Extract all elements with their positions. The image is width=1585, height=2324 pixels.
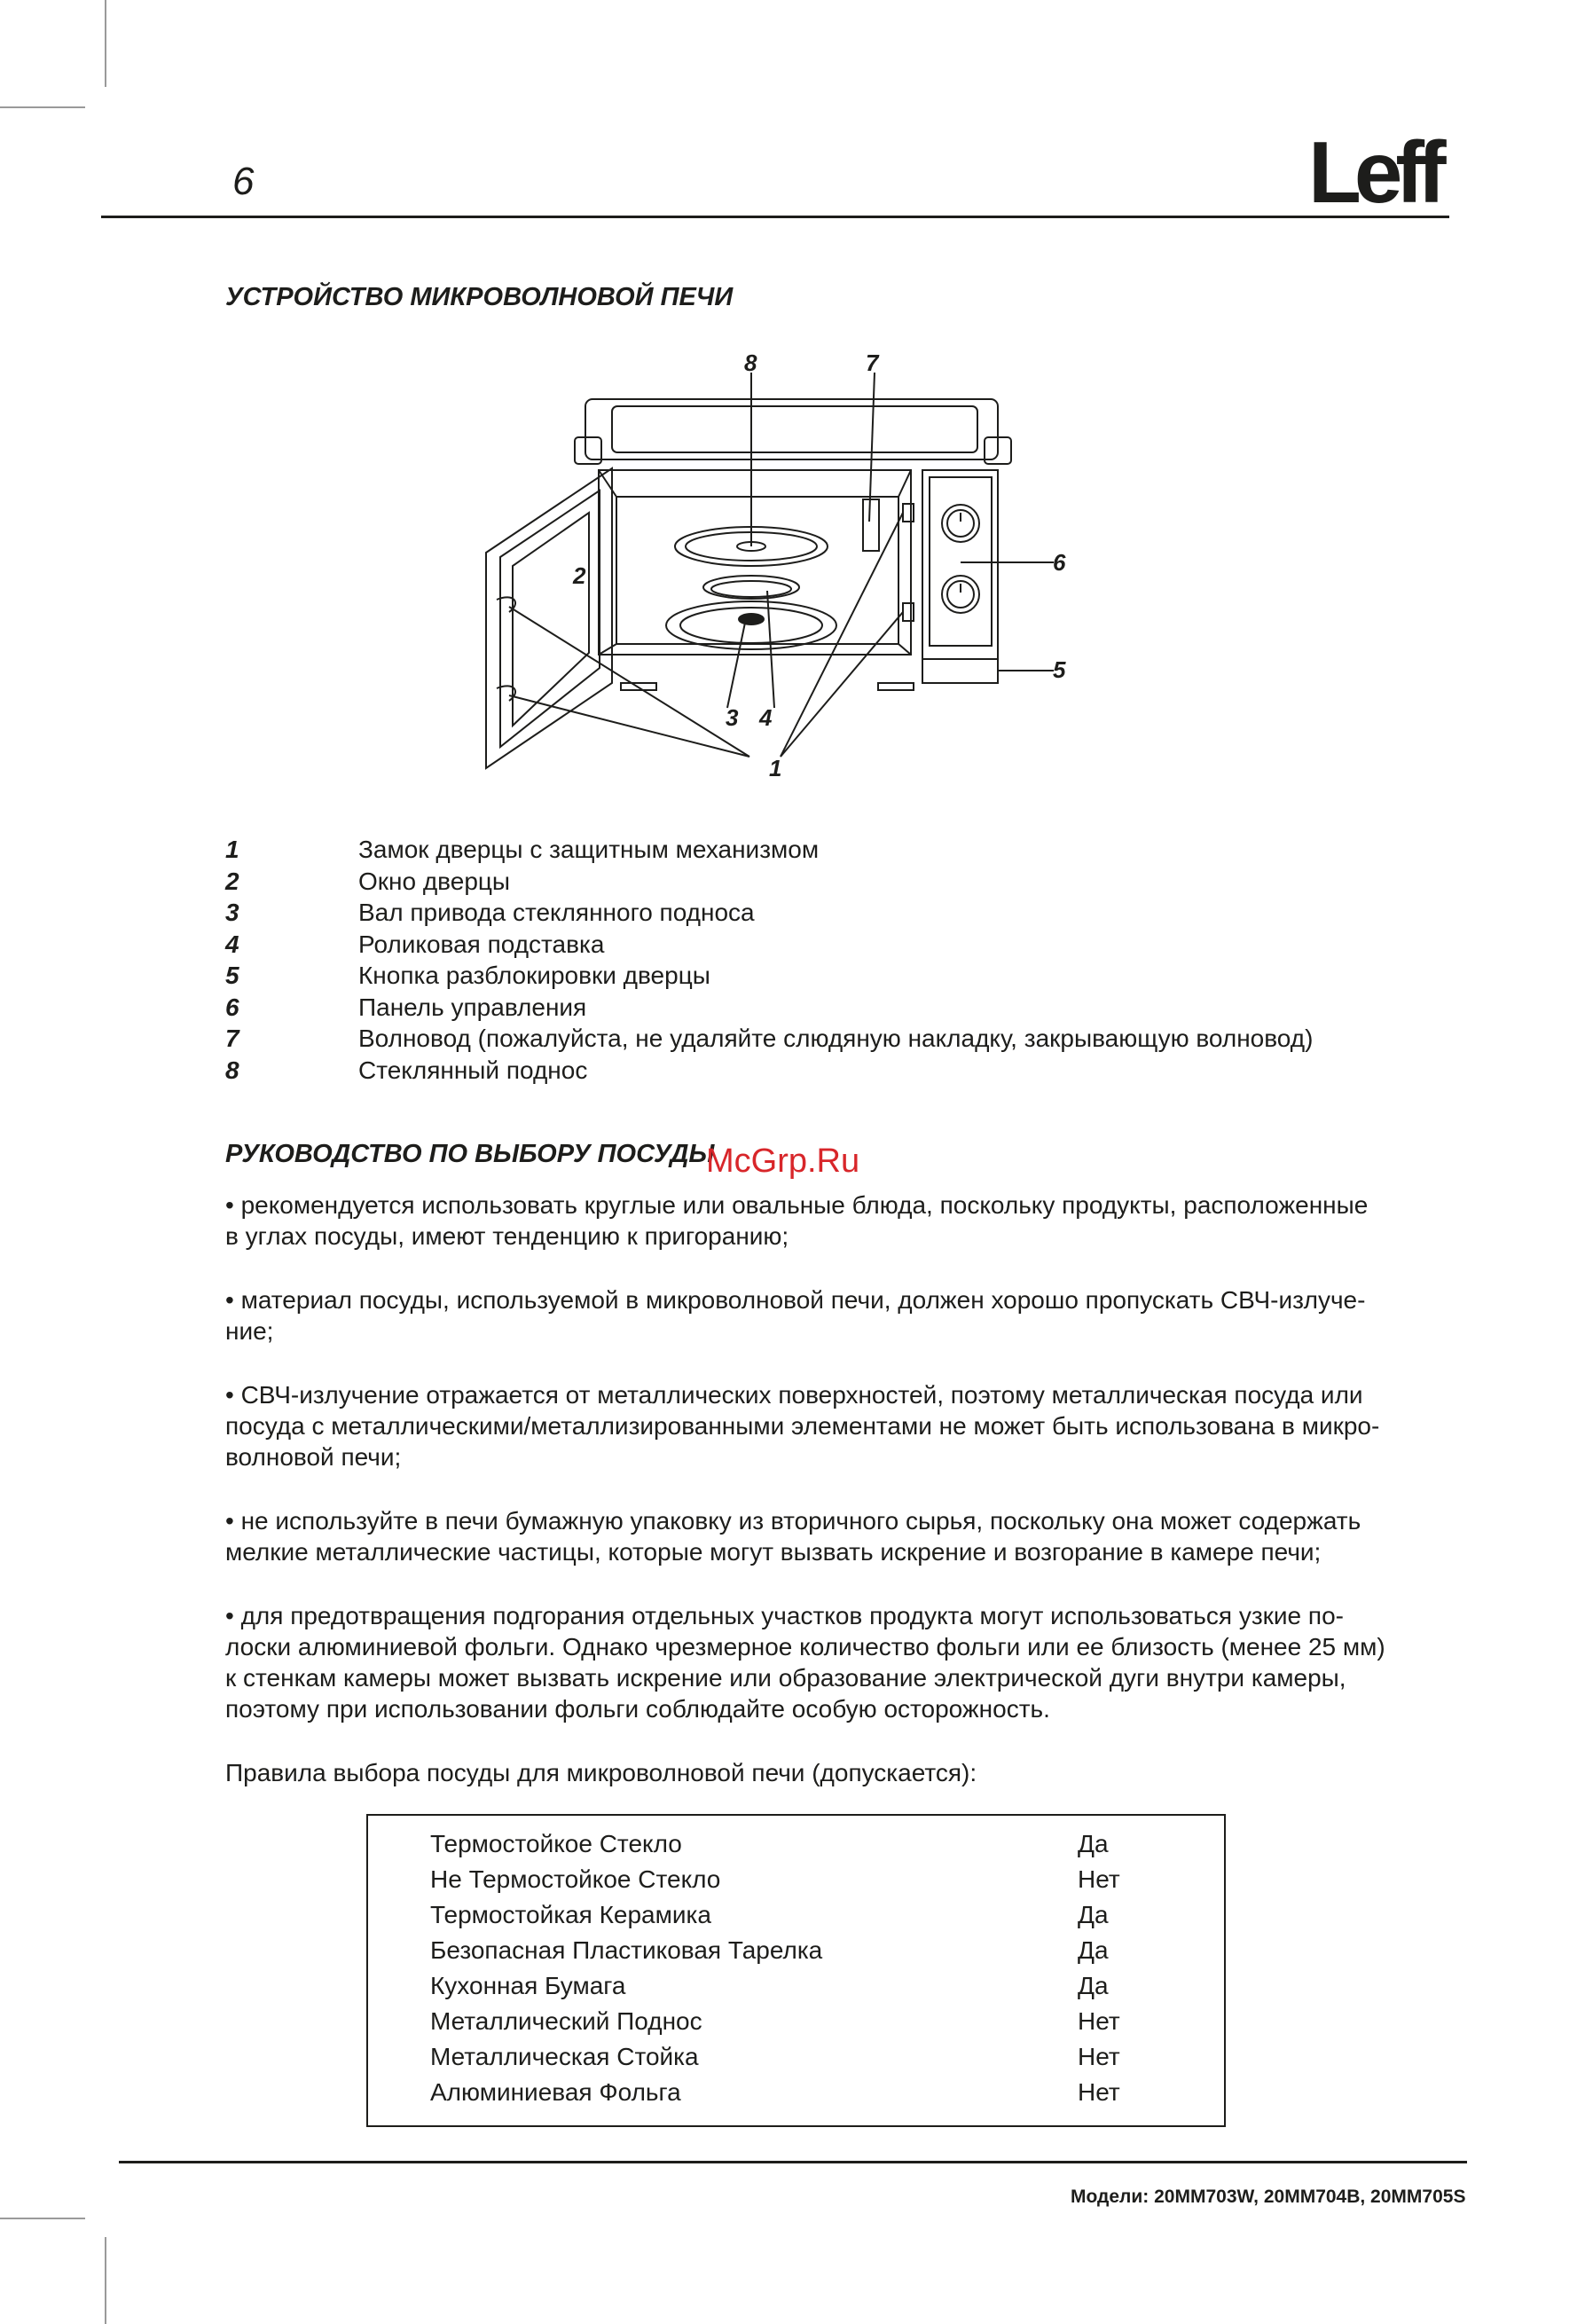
oven-foot xyxy=(878,683,914,690)
cavity-edge xyxy=(898,470,911,497)
guideline-paragraph xyxy=(225,1600,1467,1724)
guideline-paragraph xyxy=(225,1505,1467,1567)
guideline-paragraph xyxy=(225,1284,1467,1347)
paragraph-line: • СВЧ-излучение отражается от металлических поверхностей, поэтому металлическая посуда или xyxy=(225,1381,1363,1409)
callout-3: 3 xyxy=(726,704,739,731)
legend-item xyxy=(225,1023,1467,1055)
dish-allowed: Да xyxy=(1078,1830,1109,1857)
oven-casing-top-inner xyxy=(612,406,977,452)
legend-number: 7 xyxy=(225,1025,239,1052)
legend-item xyxy=(225,929,1467,961)
crop-mark xyxy=(105,2237,106,2324)
callout-7: 7 xyxy=(866,353,879,376)
crop-mark xyxy=(105,0,106,87)
door-release-button xyxy=(922,659,998,683)
microwave-diagram xyxy=(479,353,1100,779)
crop-mark xyxy=(0,2218,85,2219)
table-row xyxy=(430,1826,1224,1862)
legend-text: Волновод (пожалуйста, не удаляйте слюдяную накладку, закрывающую волновод) xyxy=(358,1025,1314,1052)
table-row xyxy=(430,2039,1224,2075)
cavity-edge xyxy=(599,470,616,497)
roller-ring xyxy=(703,576,799,599)
paragraph-line: • не используйте в печи бумажную упаковку из вторичного сырья, поскольку она может содержать xyxy=(225,1507,1361,1535)
door-window-inner xyxy=(513,513,589,726)
paragraph-line: волновой печи; xyxy=(225,1443,402,1471)
callout-5: 5 xyxy=(1053,656,1066,683)
oven-door xyxy=(486,468,612,768)
dish-allowed: Нет xyxy=(1078,2043,1120,2070)
latch-slot xyxy=(903,504,914,522)
legend-text: Роликовая подставка xyxy=(358,930,605,958)
paragraph-line: в углах посуды, имеют тенденцию к пригоранию; xyxy=(225,1222,789,1250)
oven-casing-top xyxy=(585,399,998,459)
legend-text: Замок дверцы с защитным механизмом xyxy=(358,836,820,863)
leader-line xyxy=(727,623,745,708)
legend-number: 3 xyxy=(225,899,239,926)
latch-slot xyxy=(903,603,914,621)
drive-shaft xyxy=(739,614,764,624)
oven-cavity xyxy=(599,470,911,655)
cavity-edge xyxy=(898,644,911,655)
watermark: McGrp.Ru xyxy=(706,1142,860,1180)
page-number: 6 xyxy=(232,160,255,203)
callout-2: 2 xyxy=(573,562,586,589)
legend-item xyxy=(225,960,1467,992)
parts-legend xyxy=(225,834,1467,1086)
section-title-device: УСТРОЙСТВО МИКРОВОЛНОВОЙ ПЕЧИ xyxy=(225,283,734,311)
dish-rules-table xyxy=(366,1814,1226,2127)
footer-models: Модели: 20MM703W, 20MM704B, 20MM705S xyxy=(1071,2187,1466,2207)
legend-text: Кнопка разблокировки дверцы xyxy=(358,962,710,989)
legend-item xyxy=(225,834,1467,866)
table-row xyxy=(430,1897,1224,1933)
legend-item xyxy=(225,897,1467,929)
paragraph-line: ние; xyxy=(225,1317,274,1345)
legend-item xyxy=(225,866,1467,898)
header-rule xyxy=(101,216,1449,218)
legend-number: 1 xyxy=(225,836,239,863)
dish-material: Алюминиевая Фольга xyxy=(430,2078,681,2106)
callout-4: 4 xyxy=(759,704,773,731)
legend-text: Стеклянный поднос xyxy=(358,1056,588,1084)
legend-text: Вал привода стеклянного подноса xyxy=(358,899,755,926)
legend-number: 8 xyxy=(225,1056,239,1084)
legend-text: Окно дверцы xyxy=(358,867,511,895)
legend-number: 6 xyxy=(225,993,239,1021)
table-row xyxy=(430,2004,1224,2039)
dish-material: Безопасная Пластиковая Тарелка xyxy=(430,1936,823,1964)
table-row xyxy=(430,1862,1224,1897)
table-row xyxy=(430,1933,1224,1968)
paragraph-line: • рекомендуется использовать круглые или овальные блюда, поскольку продукты, расположенные xyxy=(225,1191,1369,1219)
dish-material: Не Термостойкое Стекло xyxy=(430,1865,721,1893)
callout-8: 8 xyxy=(744,353,757,376)
paragraph-line: посуда с металлическими/металлизированными элементами не может быть использована в микро- xyxy=(225,1412,1380,1440)
paragraph-line: • материал посуды, используемой в микроволновой печи, должен хорошо пропускать СВЧ-излуче- xyxy=(225,1286,1366,1314)
leader-line xyxy=(509,695,749,757)
paragraph-line: поэтому при использовании фольги соблюдайте особую осторожность. xyxy=(225,1695,1050,1723)
legend-text: Панель управления xyxy=(358,993,587,1021)
dish-material: Термостойкое Стекло xyxy=(430,1830,682,1857)
footer-rule xyxy=(119,2161,1467,2163)
dish-material: Кухонная Бумага xyxy=(430,1972,626,1999)
dish-allowed: Нет xyxy=(1078,2078,1120,2106)
guideline-paragraph xyxy=(225,1189,1467,1252)
legend-number: 4 xyxy=(225,930,239,958)
dish-allowed: Нет xyxy=(1078,2007,1120,2035)
legend-item xyxy=(225,992,1467,1024)
brand-logo xyxy=(1308,133,1450,209)
crop-mark xyxy=(0,106,85,108)
waveguide-cover xyxy=(863,499,879,551)
section-title-dishes: РУКОВОДСТВО ПО ВЫБОРУ ПОСУДЫ xyxy=(225,1140,715,1168)
guideline-paragraph xyxy=(225,1379,1467,1472)
dish-material: Металлическая Стойка xyxy=(430,2043,699,2070)
table-row xyxy=(430,1968,1224,2004)
svg-text:Leff: Leff xyxy=(1308,133,1440,209)
paragraph-line: к стенкам камеры может вызвать искрение или образование электрической дуги внутри камеры, xyxy=(225,1664,1346,1692)
callout-1: 1 xyxy=(769,755,782,779)
door-window xyxy=(500,491,600,747)
dish-material: Термостойкая Керамика xyxy=(430,1901,711,1928)
dish-allowed: Да xyxy=(1078,1972,1109,1999)
dish-allowed: Да xyxy=(1078,1936,1109,1964)
leader-line xyxy=(509,607,749,757)
paragraph-line: Правила выбора посуды для микроволновой печи (допускается): xyxy=(225,1759,977,1786)
legend-number: 2 xyxy=(225,867,239,895)
callout-6: 6 xyxy=(1053,549,1066,576)
paragraph-line: лоски алюминиевой фольги. Однако чрезмерное количество фольги или ее близость (менее 25 мм) xyxy=(225,1633,1385,1661)
dish-allowed: Нет xyxy=(1078,1865,1120,1893)
legend-item xyxy=(225,1055,1467,1087)
paragraph-line: • для предотвращения подгорания отдельных участков продукта могут использоваться узкие по- xyxy=(225,1602,1344,1629)
rules-intro xyxy=(225,1757,1467,1788)
cavity-edge xyxy=(599,644,616,655)
legend-number: 5 xyxy=(225,962,239,989)
table-row xyxy=(430,2075,1224,2110)
roller-ring-inner xyxy=(711,581,791,597)
dish-material: Металлический Поднос xyxy=(430,2007,702,2035)
dish-allowed: Да xyxy=(1078,1901,1109,1928)
paragraph-line: мелкие металлические частицы, которые могут вызвать искрение и возгорание в камере печи; xyxy=(225,1538,1322,1566)
